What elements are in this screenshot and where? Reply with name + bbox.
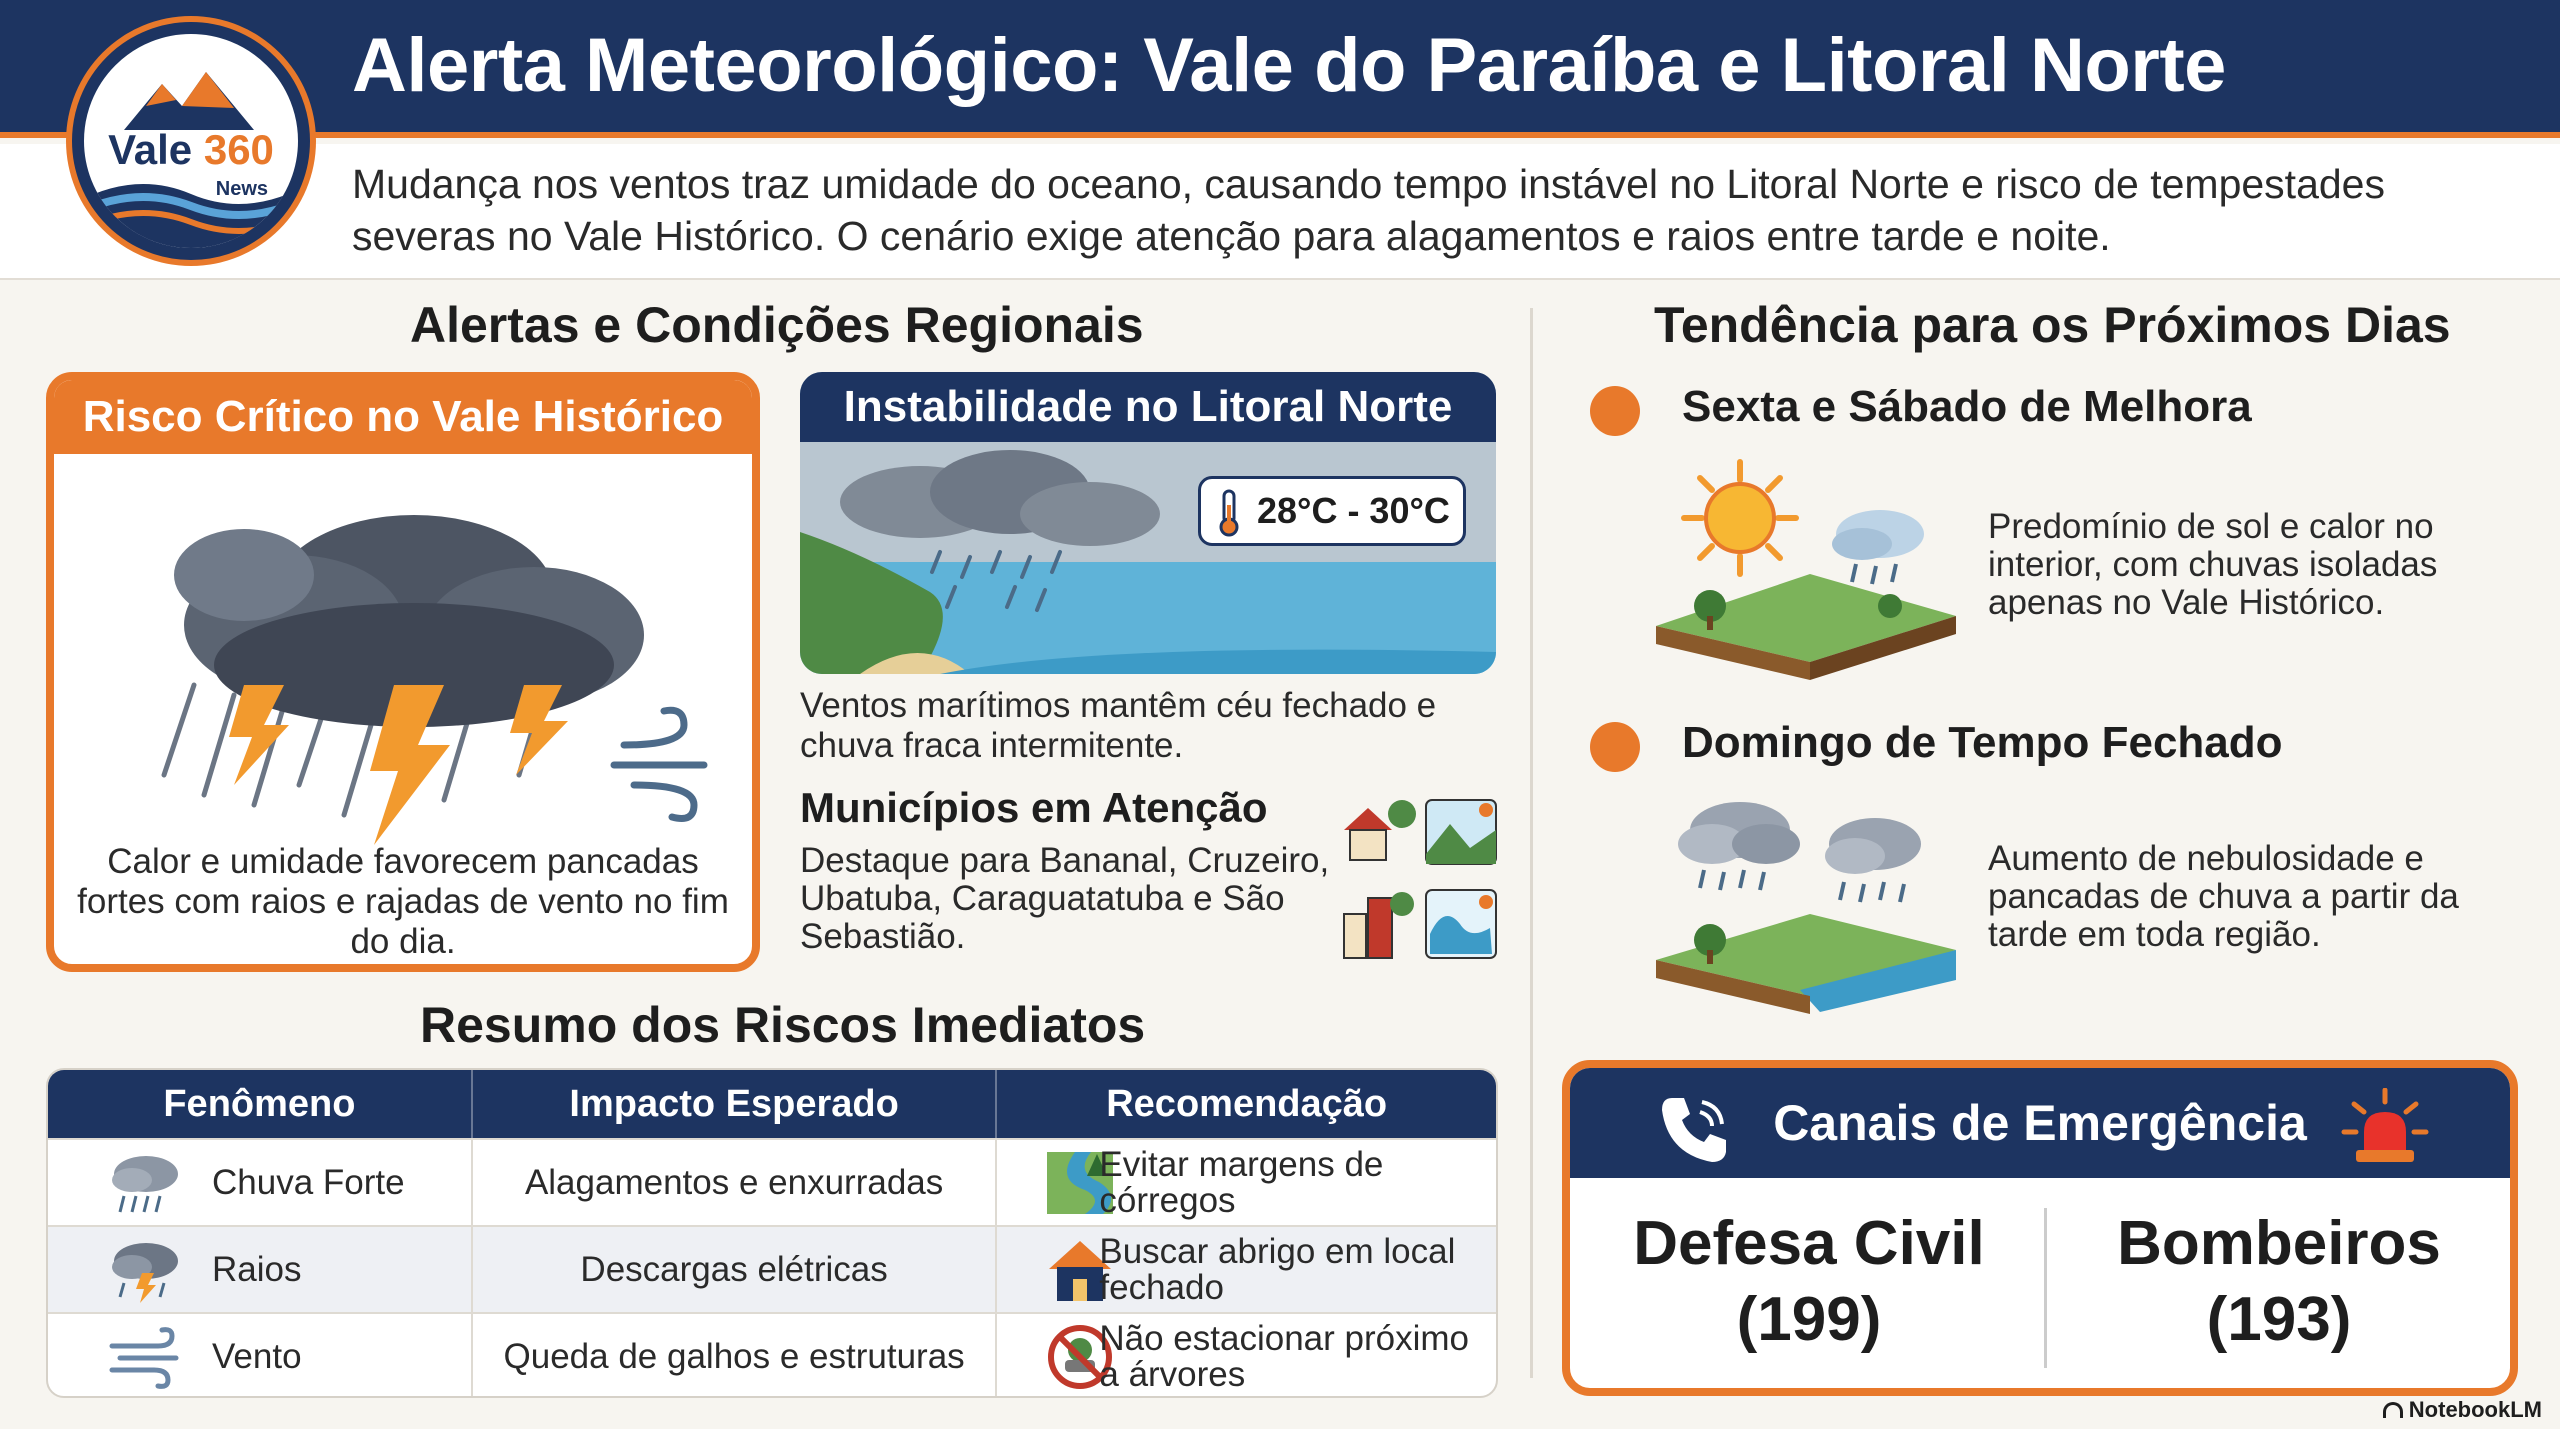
impact-cell: Alagamentos e enxurradas <box>473 1140 998 1225</box>
emergency-header <box>1570 1068 2510 1178</box>
contact-name: Bombeiros <box>2117 1209 2441 1278</box>
logo-tagline: News <box>215 178 268 200</box>
rain-cloud-icon <box>106 1150 186 1216</box>
recommendation-label: Não estacionar próximo a árvores <box>1099 1318 1469 1394</box>
emergency-contact-firefighters <box>2044 1206 2514 1358</box>
coast-card <box>800 372 1496 674</box>
rainy-landscape-icon <box>1650 790 1960 1014</box>
risk-card-title: Risco Crítico no Vale Histórico <box>54 380 752 454</box>
contact-number: (193) <box>2206 1285 2352 1354</box>
column-header: Impacto Esperado <box>473 1070 998 1138</box>
contact-number: (199) <box>1736 1285 1882 1354</box>
footer-brand: NotebookLM <box>2383 1397 2542 1423</box>
table-row <box>48 1225 1496 1312</box>
column-divider <box>1530 308 1533 1378</box>
emergency-card <box>1562 1060 2518 1396</box>
phenomenon-label: Chuva Forte <box>212 1162 405 1202</box>
municipalities-title: Municípios em Atenção <box>800 784 1268 831</box>
contact-name: Defesa Civil <box>1633 1209 1985 1278</box>
city-icon <box>1344 892 1414 958</box>
sea-wave-icon <box>1426 890 1496 958</box>
coast-card-text: Ventos marítimos mantêm céu fechado e chuva fraca intermitente. <box>800 686 1437 765</box>
siren-icon <box>2340 1088 2430 1168</box>
logo-text: Vale 360 <box>108 126 274 173</box>
municipality-icons <box>1340 794 1500 964</box>
recommendation-label: Evitar margens de córregos <box>1099 1144 1384 1220</box>
column-header: Recomendação <box>1106 1082 1388 1125</box>
page-subtitle: Mudança nos ventos traz umidade do oceano, causando tempo instável no Litoral Norte e risco de tempestades severas no Vale Histórico. O cenário exige atenção para alagamentos e raios entre tarde e noite. <box>352 161 2385 259</box>
landscape-icon <box>1426 800 1496 864</box>
thermometer-icon <box>1215 489 1243 537</box>
notebooklm-icon <box>2383 1402 2403 1418</box>
temperature-badge: 28°C - 30°C <box>1198 476 1466 546</box>
coast-card-title: Instabilidade no Litoral Norte <box>800 372 1496 442</box>
forecast-title-sunday: Domingo de Tempo Fechado <box>1682 718 2283 767</box>
risks-section-title: Resumo dos Riscos Imediatos <box>420 997 1146 1053</box>
recommendation-label: Buscar abrigo em local fechado <box>1099 1231 1456 1307</box>
bullet-icon <box>1590 386 1640 436</box>
bullet-icon <box>1590 722 1640 772</box>
storm-cloud-icon <box>124 475 714 845</box>
table-row <box>48 1312 1496 1398</box>
emergency-title: Canais de Emergência <box>1773 1095 2307 1151</box>
forecast-text-friday: Predomínio de sol e calor no interior, com chuvas isoladas apenas no Vale Histórico. <box>1988 507 2438 622</box>
impact-cell: Descargas elétricas <box>473 1227 998 1312</box>
sunny-landscape-icon <box>1650 456 1960 680</box>
page-title: Alerta Meteorológico: Vale do Paraíba e Litoral Norte <box>352 23 2226 108</box>
lightning-cloud-icon <box>106 1237 186 1303</box>
risk-card-text: Calor e umidade favorecem pancadas fortes com raios e rajadas de vento no fim do dia. <box>77 842 729 961</box>
trend-section-title: Tendência para os Próximos Dias <box>1654 297 2451 353</box>
emergency-contact-civil <box>1574 1206 2044 1358</box>
phone-icon <box>1654 1090 1734 1170</box>
forecast-text-sunday: Aumento de nebulosidade e pancadas de chuva a partir da tarde em toda região. <box>1988 839 2459 954</box>
village-icon <box>1344 800 1416 860</box>
phenomenon-label: Vento <box>212 1336 302 1376</box>
regional-section-title: Alertas e Condições Regionais <box>410 297 1144 353</box>
municipalities-text: Destaque para Bananal, Cruzeiro, Ubatuba, Caraguatatuba e São Sebastião. <box>800 841 1330 956</box>
forecast-title-friday: Sexta e Sábado de Melhora <box>1682 382 2252 431</box>
column-header: Fenômeno <box>48 1070 473 1138</box>
risk-card <box>46 372 760 972</box>
phenomenon-label: Raios <box>212 1249 302 1289</box>
table-row <box>48 1138 1496 1225</box>
risk-table-header <box>48 1070 1496 1138</box>
wind-icon <box>106 1324 186 1390</box>
logo <box>72 22 310 260</box>
risk-table <box>46 1068 1498 1398</box>
impact-cell: Queda de galhos e estruturas <box>473 1314 998 1398</box>
